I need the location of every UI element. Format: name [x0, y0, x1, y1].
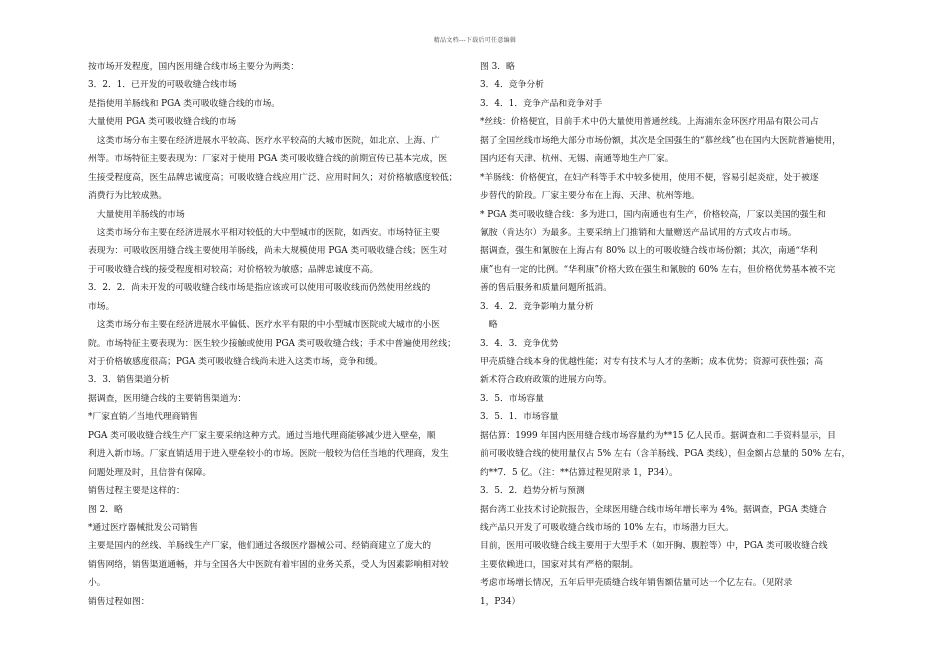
bullet-item: *羊肠线：价格便宜，在妇产科等手术中较多使用，使用不便，容易引起炎症，处于被逐 [480, 172, 819, 183]
text-line: 利进入新市场。厂家直销适用于进入壁垒较小的市场。医院一般较为信任当地的代理商，发生 [88, 449, 449, 460]
section-heading: 3．4．竞争分析 [480, 80, 544, 91]
text-line: 这类市场分布主要在经济进展水平较高、医疗水平较高的大城市医院，如北京、上海、广 [88, 135, 440, 146]
bullet-item: *丝线：价格便宜，目前手术中仍大量使用普通丝线。上海浦东金环医疗用品有限公司占 [480, 117, 819, 128]
text-line: 这类市场分布主要在经济进展水平相对较低的大中型城市的医院，如西安。市场特征主要 [88, 227, 440, 238]
text-line: 据调查，强生和氰胺在上海占有 80% 以上的可吸收缝合线市场份额；其次，南通“华利 [480, 246, 818, 257]
section-heading: 3．4．1．竞争产品和竞争对手 [480, 98, 603, 109]
figure-caption: 图 3．略 [480, 62, 515, 72]
text-line: 消费行为比较成熟。 [88, 191, 168, 202]
bullet-item: *通过医疗器械批发公司销售 [88, 522, 198, 533]
text-line: 1，P34） [480, 596, 521, 607]
text-line: 步替代的阶段。厂家主要分布在上海、天津、杭州等地。 [480, 191, 700, 202]
bullet-item: * PGA 类可吸收缝合线：多为进口，国内南通也有生产，价格较高，厂家以美国的强生和 [480, 209, 826, 220]
text-line: 市场。 [88, 301, 115, 312]
text-line: 考虑市场增长情况，五年后甲壳质缝合线年销售额估量可达一个亿左右。（见附录 [480, 578, 793, 589]
section-heading: 3．5．1．市场容量 [480, 412, 559, 423]
text-line: 主要是国内的丝线、羊肠线生产厂家，他们通过各级医疗器械公司、经销商建立了庞大的 [88, 541, 432, 552]
text-line: 略 [480, 320, 498, 331]
text-line: 销售网络，销售渠道通畅，并与全国各大中医院有着牢固的业务关系，受人为因素影响相对较 [88, 559, 449, 570]
text-line: 新术符合政府政策的进展方向等。 [480, 375, 612, 386]
section-heading: 3．5．市场容量 [480, 393, 544, 404]
text-line: 康”也有一定的比例。“华利康”价格大致在强生和氰胺的 60% 左右，但价格优势基本被不完 [480, 264, 836, 275]
text-line: 甲壳质缝合线本身的优越性能；对专有技术与人才的垄断；成本优势；资源可获性强；高 [480, 357, 824, 367]
bullet-item: *厂家直销／当地代理商销售 [88, 412, 198, 423]
text-line: 对于价格敏感度很高；PGA 类可吸收缝合线尚未进入这类市场，竞争和缓。 [88, 357, 383, 367]
section-heading: 3．2．1．已开发的可吸收缝合线市场 [88, 80, 237, 91]
section-heading: 3．2．2．尚未开发的可吸收缝合线市场是指应该或可以使用可吸收线而仍然使用丝线的 [88, 283, 431, 294]
text-line: 据调查，医用缝合线的主要销售渠道为： [88, 393, 247, 404]
left-column [88, 58, 488, 611]
text-line: PGA 类可吸收缝合线生产厂家主要采纳这种方式。通过当地代理商能够减少进入壁垒，顺 [88, 430, 436, 441]
subheading: 大量使用羊肠线的市场 [88, 209, 185, 220]
text-line: 氰胺（肯达尔）为最多。主要采纳上门推销和大量赠送产品试用的方式攻占市场。 [480, 227, 797, 238]
text-line: 前可吸收缝合线的使用量仅占 5% 左右（含羊肠线、PGA 类线），但金额占总量的 50% 左右， [480, 449, 851, 460]
text-line: 于可吸收缝合线的接受程度相对较高；对价格较为敏感；品牌忠诚度不高。 [88, 264, 379, 275]
text-line: 约**7．5 亿。（注：**估算过程见附录 1，P34）。 [480, 467, 678, 478]
section-heading: 3．4．3．竞争优势 [480, 338, 559, 349]
subheading: 大量使用 PGA 类可吸收缝合线的市场 [88, 117, 237, 128]
text-line: 目前，医用可吸收缝合线主要用于大型手术（如开胸、腹腔等）中，PGA 类可吸收缝合线 [480, 541, 828, 552]
text-line: 据了全国丝线市场绝大部分市场份额，其次是全国强生的“慕丝线”也在国内大医院普遍使用， [480, 135, 841, 146]
text-line: 州等。市场特征主要表现为：厂家对于使用 PGA 类可吸收缝合线的前期宣传已基本完成，医 [88, 154, 448, 165]
text-line: 是指使用羊肠线和 PGA 类可吸收缝合线的市场。 [88, 98, 281, 109]
text-line: 表现为：可吸收医用缝合线主要使用羊肠线，尚未大规模使用 PGA 类可吸收缝合线；医生对 [88, 246, 448, 257]
text-line: 善的售后服务和质量问题所抵消。 [480, 283, 612, 294]
text-line: 院。市场特征主要表现为：医生较少接触或使用 PGA 类可吸收缝合线；手术中普遍使用丝线； [88, 338, 456, 349]
section-heading: 3．3．销售渠道分析 [88, 375, 170, 386]
text-line: 问题处理及时，且信誉有保障。 [88, 467, 212, 478]
figure-caption: 图 2．略 [88, 504, 123, 515]
section-heading: 3．5．2．趋势分析与预测 [480, 486, 585, 497]
text-line: 按市场开发程度，国内医用缝合线市场主要分为两类： [88, 62, 300, 72]
text-line: 生接受程度高，医生品牌忠诚度高；可吸收缝合线应用广泛、应用时间久；对价格敏感度较低； [88, 172, 458, 183]
text-line: 销售过程如图： [88, 596, 150, 607]
text-line: 线产品只开发了可吸收缝合线市场的 10% 左右，市场潜力巨大。 [480, 522, 734, 533]
page-header: 精品文档---下载后可任意编辑 [433, 37, 517, 44]
text-line: 这类市场分布主要在经济进展水平偏低、医疗水平有限的中小型城市医院或大城市的小医 [88, 320, 440, 331]
text-line: 主要依赖进口，国家对其有严格的限制。 [480, 559, 639, 570]
text-line: 据估算：1999 年国内医用缝合线市场容量约为**15 亿人民币。据调查和二手资料显示，目 [480, 430, 836, 441]
text-line: 小。 [88, 578, 106, 589]
right-column [480, 58, 880, 611]
text-line: 国内还有天津、杭州、无锡、南通等地生产厂家。 [480, 154, 674, 165]
text-line: 据台湾工业技术讨论院报告，全球医用缝合线市场年增长率为 4%。据调查，PGA 类缝合 [480, 504, 827, 515]
text-line: 销售过程主要是这样的： [88, 486, 185, 497]
section-heading: 3．4．2．竞争影响力量分析 [480, 301, 594, 312]
